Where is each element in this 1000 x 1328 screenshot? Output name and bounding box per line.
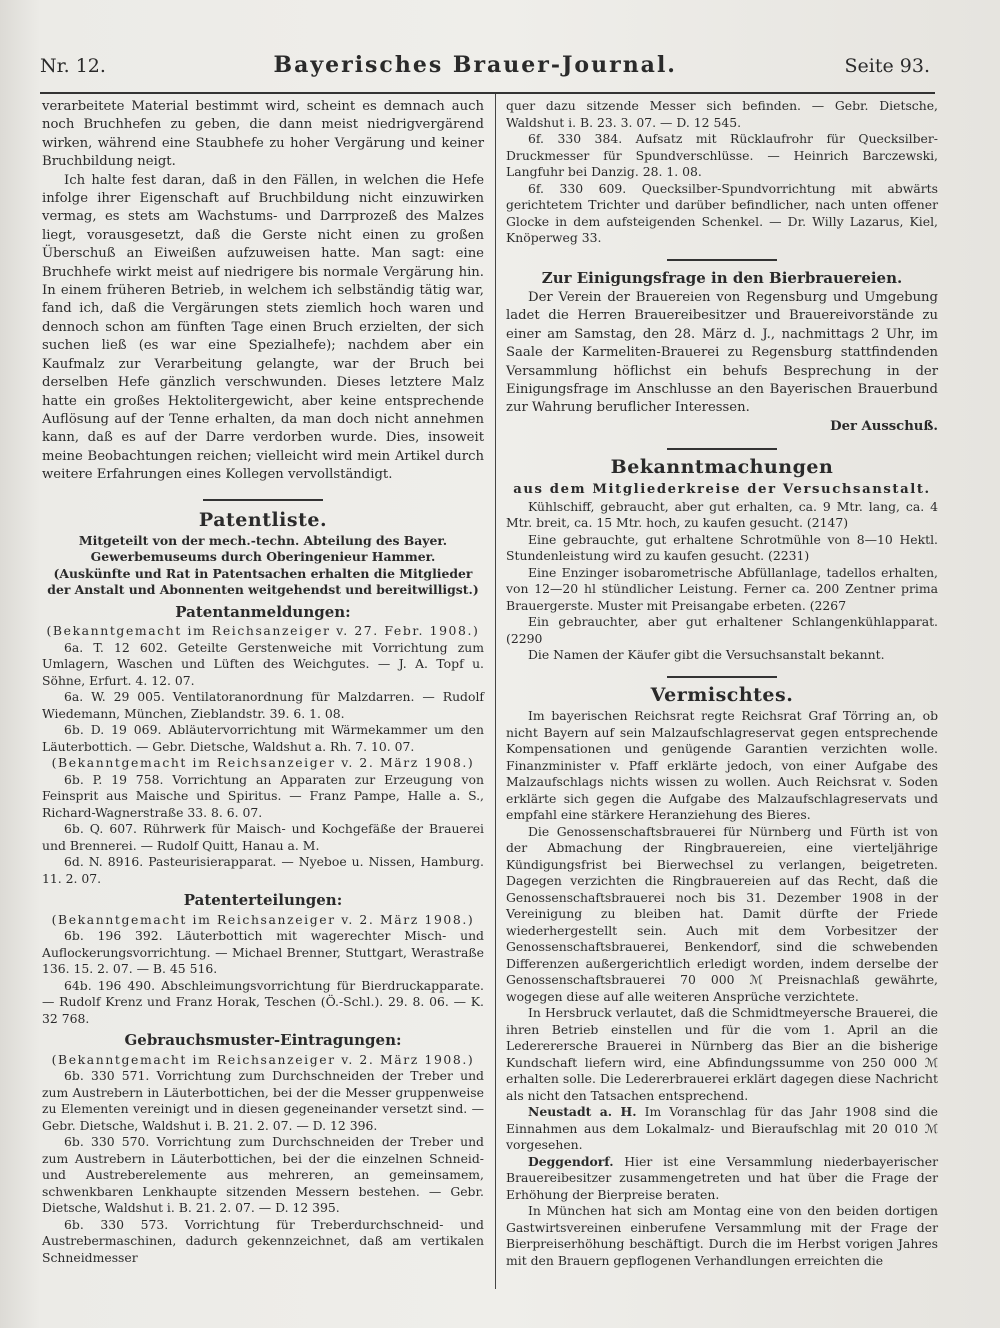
utility-models-heading: Gebrauchsmuster-Eintragungen: bbox=[124, 1031, 402, 1050]
grants-heading: Patenterteilungen: bbox=[183, 891, 343, 910]
right-column bbox=[506, 98, 938, 1269]
source-note: (Bekanntgemacht im Reichsanzeiger v. 2. März 1908.) bbox=[51, 911, 475, 927]
news-paragraph: Neustadt a. H. Im Voranschlag für das Jahr 1908 sind die Einnahmen aus dem Lokalmalz- und Bieraufschlag mit 20 010 ℳ vorgesehen. bbox=[506, 1104, 938, 1153]
patent-entry: 6d. N. 8916. Pasteurisierapparat. — Nyeboe u. Nissen, Hamburg. 11. 2. 07. bbox=[42, 854, 484, 886]
place-name: Neustadt a. H. bbox=[528, 1104, 637, 1120]
section-rule bbox=[203, 499, 323, 501]
issue-number: Nr. 12. bbox=[40, 55, 106, 77]
patent-entry: 6b. 330 573. Vorrichtung für Treberdurchschneid- und Austrebermaschinen, dadurch gekennzeichnet, daß am vertikalen Schneidmesser bbox=[42, 1216, 484, 1265]
patent-entry: 6a. W. 29 005. Ventilatoranordnung für Malzdarren. — Rudolf Wiedemann, München, Zieblandstr. 39. 6. 1. 08. bbox=[42, 689, 484, 721]
place-name: Deggendorf. bbox=[528, 1153, 614, 1169]
source-note: (Bekanntgemacht im Reichsanzeiger v. 27. Febr. 1908.) bbox=[46, 623, 480, 639]
patent-entry: quer dazu sitzende Messer sich befinden. — Gebr. Dietsche, Waldshut i. B. 23. 3. 07. — D. 12 545. bbox=[506, 98, 938, 130]
article-paragraph: Ich halte fest daran, daß in den Fällen, in welchen die Hefe infolge ihrer Eigenschaft auf Bruchbildung nicht einzuwirken vermag, es stets am Wachstums- und Darrprozeß des Malzes liegt, vorausgesetzt, daß die Gerste nicht einen zu großen Überschuß an Eiweißen aufzuweisen hatte. Man sagt: eine Bruchhefe wirkt meist auf niedrigere bis normale Vergärung hin. In einem früheren Betrieb, in welchem ich selbständig tätig war, fand ich, daß die Vergärungen stets ziemlich hoch waren und dennoch schon am fünften Tage einen Bruch erzielten, der sich suchen ließ (es war eine Spezialhefe); nachdem aber ein Kaufmalz zur Verarbeitung gelangte, war der Bruch bei derselben Hefe gänzlich verschwunden. Dieses letztere Malz hatte ein großes Hektolitergewicht, aber keine entsprechende Auflösung auf der Tenne erhalten, da man doch nicht annehmen kann, daß es auf der Darre verdorben wurde. Dies, insoweit meine Beobachtungen reichen; vielleicht wird mein Artikel durch weitere Erfahrungen eines Kollegen vervollständigt. bbox=[42, 172, 484, 483]
patent-entry: 6b. Q. 607. Rührwerk für Maisch- und Kochgefäße der Brauerei und Brennerei. — Rudolf Quitt, Hanau a. M. bbox=[42, 821, 484, 853]
patent-entry: 6b. 196 392. Läuterbottich mit wagerechter Misch- und Auflockerungsvorrichtung. — Michael Brenner, Stuttgart, Werastraße 136. 15. 2. 07. — B. 45 516. bbox=[42, 928, 484, 977]
section-rule bbox=[667, 676, 777, 678]
patent-entry: 6b. 330 570. Vorrichtung zum Durchschneiden der Treber und zum Austrebern in Läuterbottichen, bei der die einzelnen Schneid- und Austreberelemente aus mehreren, an gemeinsamem, schwenkbaren Lenkhaupte sitzenden Messern bestehen. — Gebr. Dietsche, Waldshut i. B. 21. 2. 07. — D. 12 395. bbox=[42, 1134, 484, 1216]
patent-entry: 6b. P. 19 758. Vorrichtung an Apparaten zur Erzeugung von Feinsprit aus Maische und Spiritus. — Franz Pampe, Halle a. S., Richard-Wagnerstraße 33. 8. 6. 07. bbox=[42, 771, 484, 820]
patent-entry: 6b. 330 571. Vorrichtung zum Durchschneiden der Treber und zum Austrebern in Läuterbottichen, bei der die Messer gruppenweise zu Elementen vereinigt und in diesen gegeneinander versetzt sind. — Gebr. Dietsche, Waldshut i. B. 21. 2. 07. — D. 12 396. bbox=[42, 1068, 484, 1133]
patent-list-note: (Auskünfte und Rat in Patentsachen erhalten die Mitglieder der Anstalt und Abonnenten weitgehendst und bereitwilligst.) bbox=[47, 565, 479, 598]
announcement-entry: Ein gebrauchter, aber gut erhaltener Schlangenkühlapparat. (2290 bbox=[506, 614, 938, 646]
news-paragraph: In München hat sich am Montag eine von den beiden dortigen Gastwirtsvereinen einberufene Versammlung mit der Frage der Bierpreiserhöhung beschäftigt. Durch die im Herbst vorigen Jahres mit den Brauern gepflogenen Verhandlungen erreichten die bbox=[506, 1203, 938, 1268]
signature: Der Ausschuß. bbox=[830, 418, 938, 434]
announcement-entry: Kühlschiff, gebraucht, aber gut erhalten, ca. 9 Mtr. lang, ca. 4 Mtr. breit, ca. 15 Mtr. hoch, zu kaufen gesucht. (2147) bbox=[506, 498, 938, 531]
news-paragraph: In Hersbruck verlautet, daß die Schmidtmeyersche Brauerei, die ihren Betrieb einstellen und für die vom 1. April an die Ledererersche Brauerei in Nürnberg das Bier an die bisherige Kundschaft liefern wird, eine Abfindungssumme von 250 000 ℳ erhalten solle. Die Ledererbrauerei erklärt dagegen diese Nachricht als nicht den Tatsachen entsprechend. bbox=[506, 1005, 938, 1103]
patent-entry: 64b. 196 490. Abschleimungsvorrichtung für Bierdruckapparate. — Rudolf Krenz und Franz Horak, Teschen (Ö.-Schl.). 29. 8. 06. — K. 32 768. bbox=[42, 977, 484, 1026]
unification-heading: Zur Einigungsfrage in den Bierbrauereien. bbox=[541, 268, 903, 287]
patent-entry: 6a. T. 12 602. Geteilte Gerstenweiche mit Vorrichtung zum Umlagern, Waschen und Lüften des Weichgutes. — J. A. Topf u. Söhne, Erfurt. 4. 12. 07. bbox=[42, 639, 484, 688]
announcements-heading: Bekanntmachungen bbox=[610, 456, 834, 479]
news-paragraph: Deggendorf. Hier ist eine Versammlung niederbayerischer Brauereibesitzer zusammengetreten und hat über die Frage der Erhöhung der Bierpreise beraten. bbox=[506, 1153, 938, 1202]
miscellaneous-heading: Vermischtes. bbox=[650, 683, 794, 706]
patent-entry: 6f. 330 609. Quecksilber-Spundvorrichtung mit abwärts gerichtetem Trichter und darüber befindlicher, nach unten offener Glocke in dem aufsteigenden Schenkel. — Dr. Willy Lazarus, Kiel, Knöperweg 33. bbox=[506, 180, 938, 245]
article-paragraph: verarbeitete Material bestimmt wird, scheint es demnach auch noch Bruchhefen zu geben, die dann meist niedrigvergärend wirken, während eine Staubhefe zu hoher Vergärung und keiner Bruchbildung neigt. bbox=[42, 99, 484, 170]
column-divider bbox=[495, 94, 496, 1289]
source-note: (Bekanntgemacht im Reichsanzeiger v. 2. März 1908.) bbox=[51, 755, 475, 771]
left-column bbox=[42, 98, 484, 1266]
source-note: (Bekanntgemacht im Reichsanzeiger v. 2. März 1908.) bbox=[51, 1051, 475, 1067]
patent-entry: 6f. 330 384. Aufsatz mit Rücklaufrohr für Quecksilber-Druckmesser für Spundverschlüsse. — Heinrich Barczewski, Langfuhr bei Danzig. 28. 1. 08. bbox=[506, 131, 938, 179]
announcement-entry: Die Namen der Käufer gibt die Versuchsanstalt bekannt. bbox=[528, 647, 885, 663]
unification-notice: Der Verein der Brauereien von Regensburg und Umgebung ladet die Herren Brauereibesitzer und Brauereivorstände zu einer am Samstag, den 28. März d. J., nachmittags 2 Uhr, im Saale der Karmeliten-Brauerei zu Regensburg stattfindenden Versammlung höflichst ein behufs Besprechung in der Einigungsfrage im Anschlusse an den Bayerischen Brauerbund zur Wahrung beruflicher Interessen. bbox=[506, 289, 938, 416]
news-paragraph: Im bayerischen Reichsrat regte Reichsrat Graf Törring an, ob nicht Bayern auf sein Malzaufschlagreservat gegen entsprechende Kompensationen und genügende Garantien verzichten wolle. Finanzminister v. Pfaff erklärte jedoch, von einer Aufgabe des Malzaufschlags nichts wissen zu wollen. Auch Reichsrat v. Soden erklärte sich gegen die Aufgabe des Malzaufschlagreservats und empfahl eine stärkere Heranziehung des Bieres. bbox=[506, 708, 938, 823]
page-number: Seite 93. bbox=[844, 55, 930, 77]
news-paragraph: Die Genossenschaftsbrauerei für Nürnberg und Fürth ist von der Abmachung der Ringbrauereien, eine vierteljährige Kündigungsfrist bei Bierwechsel zu verlangen, beigetreten. Dagegen verzichten die Ringbrauereien auf das Recht, daß die Genossenschaftsbrauerei noch bis 31. Dezember 1908 in der Vereinigung zu bleiben hat. Damit dürfte der Friede wiederhergestellt sein. Auch mit dem Vorbesitzer der Genossenschaftsbrauerei, Benkendorf, sind die schwebenden Differenzen außergerichtlich erledigt worden, indem derselbe der Genossenschaftsbrauerei 70 000 ℳ Preisnachlaß gewährte, wogegen diese auf alle weiteren Ansprüche verzichtete. bbox=[506, 823, 938, 1004]
journal-title: Bayerisches Brauer-Journal. bbox=[273, 52, 677, 78]
patent-list-heading: Patentliste. bbox=[198, 508, 328, 531]
applications-heading: Patentanmeldungen: bbox=[175, 602, 351, 621]
section-rule bbox=[667, 259, 777, 261]
announcement-entry: Eine Enzinger isobarometrische Abfüllanlage, tadellos erhalten, von 12—20 hl stündlicher Leistung. Ferner ca. 200 Zentner prima Brauergerste. Muster mit Preisangabe erbeten. (2267 bbox=[506, 564, 938, 613]
announcements-subheading: aus dem Mitgliederkreise der Versuchsanstalt. bbox=[513, 481, 931, 497]
page-header bbox=[40, 52, 930, 88]
header-rule bbox=[40, 92, 935, 94]
announcement-entry: Eine gebrauchte, gut erhaltene Schrotmühle von 8—10 Hektl. Stundenleistung wird zu kaufen gesucht. (2231) bbox=[506, 531, 938, 564]
section-rule bbox=[667, 448, 777, 450]
patent-entry: 6b. D. 19 069. Abläutervorrichtung mit Wärmekammer um den Läuterbottich. — Gebr. Dietsche, Waldshut a. Rh. 7. 10. 07. bbox=[42, 722, 484, 754]
patent-list-credit: Mitgeteilt von der mech.-techn. Abteilung des Bayer. Gewerbemuseums durch Oberingenieur Hammer. bbox=[78, 532, 448, 565]
